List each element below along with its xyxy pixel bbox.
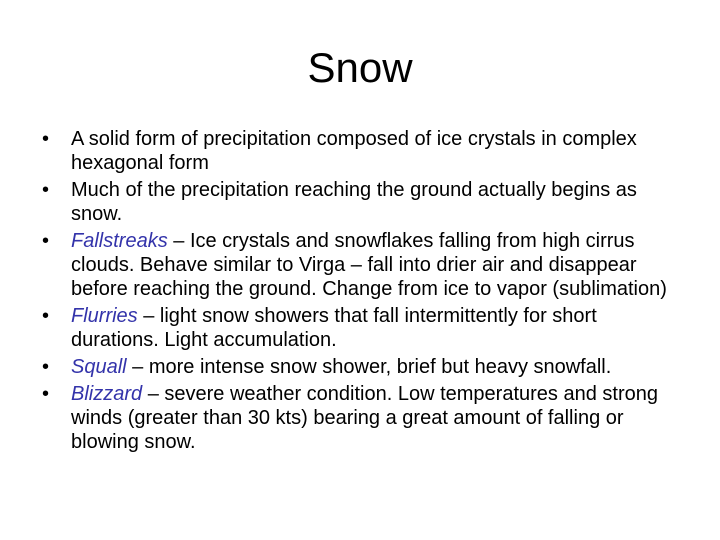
bullet-dot-icon: • <box>42 305 50 327</box>
bullet-term: Squall <box>71 356 127 378</box>
bullet-text: – more intense snow shower, brief but heavy snowfall. <box>126 356 612 378</box>
bullet-dot-icon: • <box>42 383 50 405</box>
bullet-list <box>42 127 672 457</box>
bullet-text: A solid form of precipitation composed of ice crystals in complex hexagonal form <box>71 128 637 174</box>
bullet-dot-icon: • <box>42 179 50 201</box>
bullet-text: – severe weather condition. Low temperatures and strong winds (greater than 30 kts) bearing a great amount of falling or blowing snow. <box>71 383 658 453</box>
bullet-text: Much of the precipitation reaching the ground actually begins as snow. <box>71 179 637 225</box>
bullet-term: Flurries <box>71 305 138 327</box>
bullet-item <box>42 127 672 175</box>
bullet-text: – light snow showers that fall intermittently for short durations. Light accumulation. <box>71 305 597 351</box>
bullet-item <box>42 178 672 226</box>
bullet-term: Fallstreaks <box>71 230 168 252</box>
bullet-item <box>42 355 672 379</box>
slide-title: Snow <box>307 44 413 91</box>
bullet-dot-icon: • <box>42 128 50 150</box>
bullet-text: – Ice crystals and snowflakes falling from high cirrus clouds. Behave similar to Virga – fall into drier air and disappear before reaching the ground. Change from ice to vapor (sublimation) <box>71 230 667 300</box>
bullet-term: Blizzard <box>71 383 143 405</box>
bullet-dot-icon: • <box>42 230 50 252</box>
bullet-item <box>42 382 672 454</box>
bullet-dot-icon: • <box>42 356 50 378</box>
bullet-item <box>42 229 672 301</box>
bullet-item <box>42 304 672 352</box>
